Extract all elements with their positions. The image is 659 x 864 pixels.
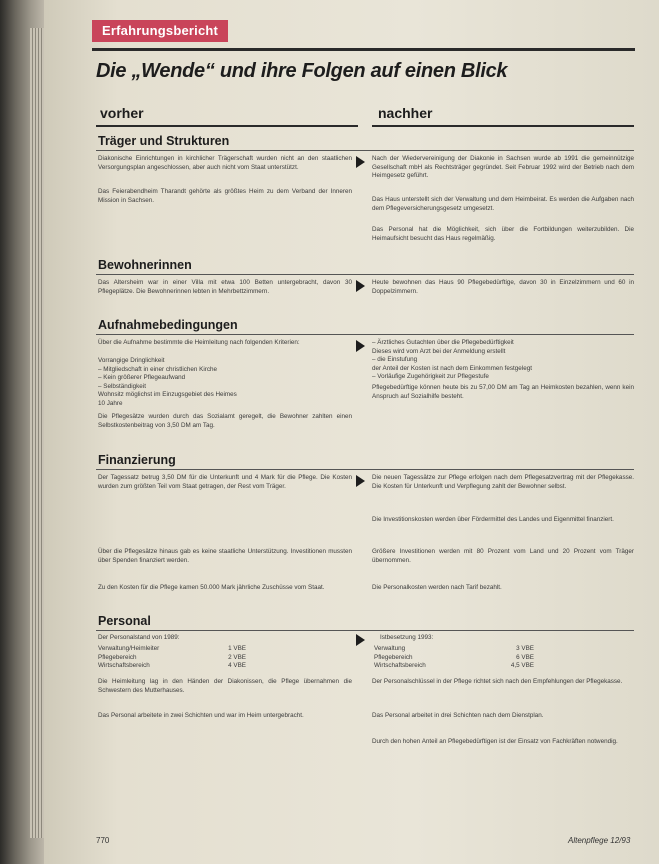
table-cell: 6 VBE [516, 653, 534, 661]
page [44, 0, 659, 864]
paragraph: Die neuen Tagessätze zur Pflege erfolgen nach dem Pflegesatzvertrag mit der Pflegekasse. Die Kosten für Unterkunft und Verpflegung zahlt der Bewohner selbst. [372, 474, 634, 490]
paragraph: Die Pflegesätze wurden durch das Sozialamt geregelt, die Bewohner zahlten einen Selbstkostenbeitrag von 3,50 DM am Tag. [98, 413, 352, 429]
table-cell: 1 VBE [228, 645, 246, 652]
paragraph: Über die Aufnahme bestimmte die Heimleitung nach folgenden Kriterien: [98, 339, 300, 346]
page-title: Die „Wende“ und ihre Folgen auf einen Blick [96, 60, 508, 82]
table-cell: Wirtschaftsbereich [98, 662, 150, 670]
column-rule-left [96, 125, 358, 127]
table-cell: 4 VBE [228, 662, 246, 670]
arrow-icon [356, 156, 365, 168]
section-rule [96, 274, 634, 275]
section-title-traeger: Träger und Strukturen [98, 134, 230, 148]
paragraph: Zu den Kosten für die Pflege kamen 50.000 Mark jährliche Zuschüsse vom Staat. [98, 584, 325, 591]
paragraph: Die Investitionskosten werden über Fördermittel des Landes und Eigenmittel finanziert. [372, 516, 614, 523]
table-row [98, 645, 246, 654]
paragraph: Die Personalkosten werden nach Tarif bezahlt. [372, 584, 502, 591]
category-tag: Erfahrungsbericht [92, 20, 228, 42]
table-cell: 2 VBE [228, 653, 246, 661]
section-rule [96, 630, 634, 631]
paragraph: Das Haus unterstellt sich der Verwaltung und dem Heimbeirat. Es werden die Aufgaben nach dem Pflegeversicherungsgesetz umgesetzt. [372, 196, 634, 212]
table-row [374, 645, 534, 654]
paragraph: Nach der Wiedervereinigung der Diakonie in Sachsen wurde ab 1991 die gemeinnützige Gesellschaft mbH als Rechtsträger gegründet. Seit Februar 1992 wird der Betrieb nach dem Heimgesetz geführt. [372, 155, 634, 180]
table-cell: Verwaltung [374, 645, 406, 652]
paragraph: Die Heimleitung lag in den Händen der Diakonissen, die Pflege übernahmen die Schwestern des Mutterhauses. [98, 678, 352, 694]
paragraph: Das Altersheim war in einer Villa mit etwa 100 Betten untergebracht, davon 30 Pflegeplätze. Die Bewohnerinnen lebten in Mehrbettzimmern. [98, 279, 352, 295]
paragraph: Das Personal arbeitete in zwei Schichten und war im Heim untergebracht. [98, 712, 304, 719]
section-title-finanzierung: Finanzierung [98, 453, 176, 467]
paragraph: Größere Investitionen werden mit 80 Prozent vom Land und 20 Prozent vom Träger übernommen. [372, 548, 634, 564]
table-cell: 3 VBE [516, 645, 534, 652]
table-caption: Istbesetzung 1993: [380, 634, 434, 641]
arrow-icon [356, 475, 365, 487]
section-title-aufnahme: Aufnahmebedingungen [98, 318, 238, 332]
staff-table-after [374, 645, 534, 671]
table-row [98, 654, 246, 663]
top-rule [92, 48, 635, 51]
arrow-icon [356, 280, 365, 292]
paragraph: Pflegebedürftige können heute bis zu 57,00 DM am Tag an Heimkosten bezahlen, wenn kein Anspruch auf Sozialhilfe besteht. [372, 384, 634, 400]
table-row [98, 662, 246, 671]
paragraph: Das Personal arbeitet in drei Schichten nach dem Dienstplan. [372, 712, 544, 719]
table-cell: Wirtschaftsbereich [374, 662, 426, 670]
table-cell: 4,5 VBE [510, 662, 534, 670]
table-cell: Pflegebereich [98, 653, 137, 661]
section-title-bewohner: Bewohnerinnen [98, 258, 192, 272]
table-row [374, 654, 534, 663]
column-heading-before: vorher [100, 105, 144, 121]
paragraph: Durch den hohen Anteil an Pflegebedürftigen ist der Einsatz von Fachkräften notwendig. [372, 738, 618, 745]
arrow-icon [356, 340, 365, 352]
criteria-list: – Ärztliches Gutachten über die Pflegebedürftigkeit Dieses wird vom Arzt bei der Anmeldung erstellt – die Einstufung der Anteil der Kosten ist nach dem Einkommen festgelegt – Vorläufige Zugehörigkeit zur Pflegestufe [372, 339, 532, 381]
section-rule [96, 150, 634, 151]
table-cell: Verwaltung/Heimleiter [98, 645, 160, 652]
table-caption: Der Personalstand von 1989: [98, 634, 180, 641]
paragraph: Über die Pflegesätze hinaus gab es keine staatliche Unterstützung. Investitionen mussten über Spenden finanziert werden. [98, 548, 352, 564]
paragraph: Diakonische Einrichtungen in kirchlicher Trägerschaft wurden nicht an den staatlichen Versorgungsplan angeschlossen, aber auch nicht vom Staat unterstützt. [98, 155, 352, 171]
section-rule [96, 334, 634, 335]
arrow-icon [356, 634, 365, 646]
table-cell: Pflegebereich [374, 653, 413, 661]
table-row [374, 662, 534, 671]
paragraph: Das Personal hat die Möglichkeit, sich über die Fortbildungen weiterzubilden. Die Heimaufsicht besucht das Haus regelmäßig. [372, 226, 634, 242]
column-heading-after: nachher [378, 105, 433, 121]
section-rule [96, 469, 634, 470]
page-number: 770 [96, 836, 110, 845]
journal-issue: Altenpflege 12/93 [568, 836, 631, 845]
criteria-list: Vorrangige Dringlichkeit – Mitgliedschaft in einer christlichen Kirche – Kein größerer Pflegeaufwand – Selbständigkeit Wohnsitz möglichst im Einzugsgebiet des Heimes 10 Jahre [98, 357, 237, 407]
section-title-personal: Personal [98, 614, 151, 628]
staff-table-before [98, 645, 246, 671]
paragraph: Der Personalschlüssel in der Pflege richtet sich nach den Empfehlungen der Pflegekasse. [372, 678, 623, 685]
paragraph: Der Tagessatz betrug 3,50 DM für die Unterkunft und 4 Mark für die Pflege. Die Kosten wurden zum größten Teil vom Staat getragen, der Rest vom Träger. [98, 474, 352, 490]
paragraph: Das Feierabendheim Tharandt gehörte als größtes Heim zu dem Verband der Inneren Mission in Sachsen. [98, 188, 352, 204]
column-rule-right [372, 125, 634, 127]
paragraph: Heute bewohnen das Haus 90 Pflegebedürftige, davon 30 in Einzelzimmern und 60 in Doppelzimmern. [372, 279, 634, 295]
